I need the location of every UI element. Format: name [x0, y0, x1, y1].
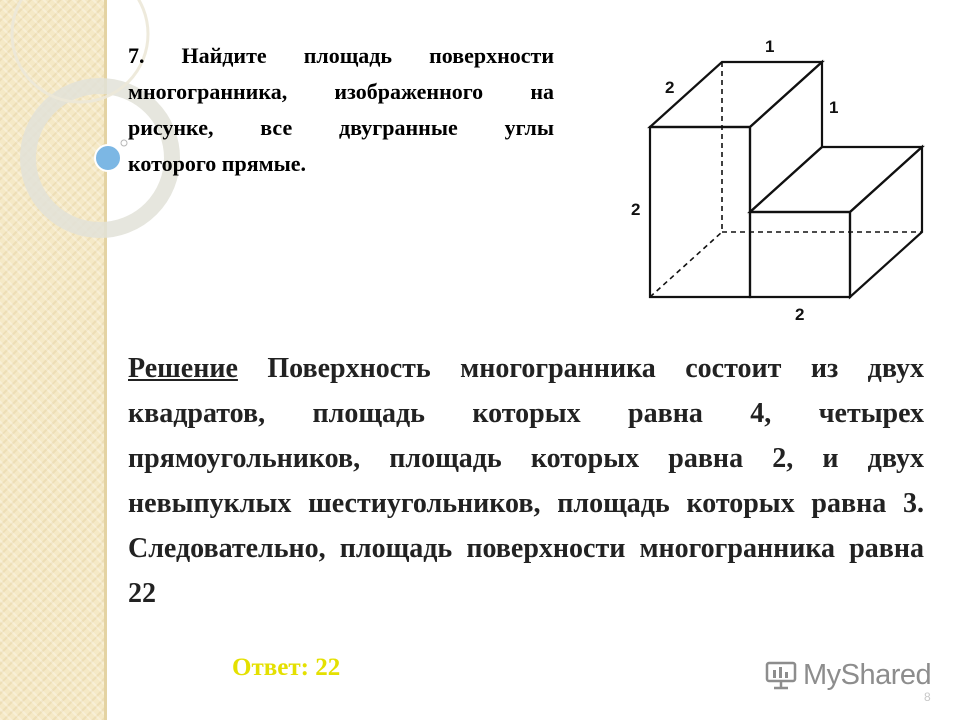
problem-text-last-line: которого прямые. [128, 151, 307, 176]
label-top-width: 1 [765, 37, 775, 56]
answer [232, 654, 340, 682]
problem-statement [128, 38, 554, 182]
top-face-lower [750, 147, 922, 212]
label-depth: 2 [665, 78, 675, 97]
problem-number: 7. [128, 43, 145, 68]
logo-text: MyShared [803, 658, 932, 691]
top-face-upper [650, 62, 822, 127]
right-face [850, 147, 922, 297]
label-step-height: 1 [829, 98, 839, 117]
solution-text: Поверхность многогранника состоит из двух квадратов, площадь которых равна 4, четырех прямоугольников, площадь которых равна 2, и двух невыпуклых шестиугольников, площадь которых равна 3. Следовательно, площадь поверхности многогранника равна 22 [128, 353, 925, 609]
solution-heading: Решение [128, 353, 238, 384]
polyhedron-figure [615, 30, 945, 330]
answer-value: 22 [315, 654, 341, 681]
step-riser-face [750, 62, 822, 212]
blue-dot-icon [95, 145, 121, 171]
myshared-logo [765, 656, 931, 694]
lower-front-face [750, 212, 850, 297]
presentation-icon [765, 660, 797, 690]
solution-paragraph [128, 346, 924, 616]
problem-text: Найдите площадь поверхности многогранника, изображенного на рисунке, все двугранные углы [128, 43, 554, 140]
label-front-height: 2 [631, 200, 641, 219]
answer-label: Ответ: [232, 654, 309, 681]
label-bottom-width: 2 [795, 305, 805, 324]
page-number: 8 [924, 690, 931, 704]
front-face [650, 127, 750, 297]
